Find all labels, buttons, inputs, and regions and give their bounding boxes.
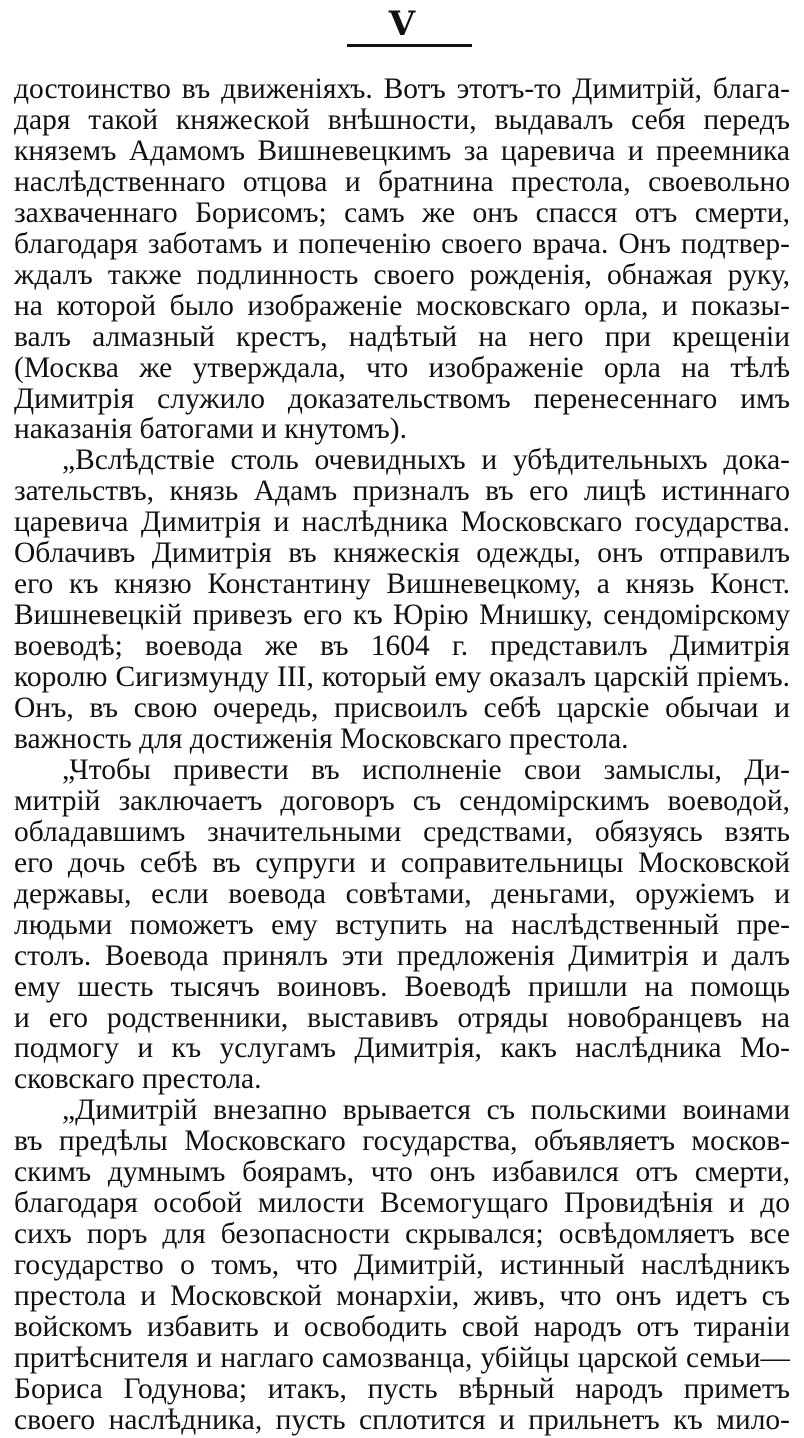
text-line: валъ алмазный крестъ, надѣтый на него при крещеніи	[14, 320, 790, 353]
text-line: войскомъ избавить и освободить свой народъ отъ тираніи	[14, 1311, 790, 1343]
text-line: достоинство въ движеніяхъ. Вотъ этотъ-то Димитрій, блага-	[14, 73, 790, 105]
text-line: ждалъ также подлинность своего рожденія, обнажая руку,	[14, 258, 790, 291]
text-line: Димитрія служило доказательствомъ перенесеннаго имъ	[14, 382, 790, 415]
text-line: людьми поможетъ ему вступить на наслѣдственный пре-	[14, 908, 790, 941]
text-line: обладавшимъ значительными средствами, обязуясь взять	[14, 815, 790, 848]
text-line: благодаря заботамъ и попеченію своего врача. Онъ подтвер-	[14, 227, 790, 260]
text-line: на которой было изображеніе московскаго орла, и показы-	[14, 289, 790, 322]
text-line: наказанія батогами и кнутомъ).	[14, 413, 407, 446]
text-line: державы, если воевода совѣтами, деньгами, оружіемъ и	[14, 877, 790, 910]
text-line: митрій заключаетъ договоръ съ сендомірскимъ воеводой,	[14, 784, 790, 817]
text-line: захваченнаго Борисомъ; самъ же онъ спасся отъ смерти,	[14, 196, 790, 229]
text-line: королю Сигизмунду III, который ему оказалъ царскій пріемъ.	[14, 661, 790, 693]
text-line: даря такой княжеской внѣшности, выдавалъ себя передъ	[14, 104, 790, 136]
text-line: важность для достиженія Московскаго престола.	[14, 722, 629, 755]
text-line: сихъ поръ для безопасности скрывался; освѣдомляетъ все	[14, 1218, 790, 1251]
text-line: притѣснителя и наглаго самозванца, убійцы царской семьи—	[14, 1342, 790, 1374]
text-line: Вишневецкій привезъ его къ Юрію Мнишку, сендомірскому	[14, 599, 790, 632]
text-line: „Димитрій внезапно врывается съ польскими воинами	[62, 1094, 790, 1127]
text-line: государство о томъ, что Димитрій, истинный наслѣдникъ	[14, 1249, 790, 1282]
text-line: столъ. Воевода принялъ эти предложенія Димитрія и далъ	[14, 939, 790, 972]
text-line: Облачивъ Димитрія въ княжескія одежды, онъ отправилъ	[14, 537, 790, 570]
header-rule	[347, 44, 472, 47]
text-line: воеводѣ; воевода же въ 1604 г. представилъ Димитрія	[14, 630, 790, 663]
text-line: своего наслѣдника, пусть сплотится и прильнетъ къ мило-	[14, 1403, 790, 1436]
text-line: „Чтобы привести въ исполненіе свои замыслы, Ди-	[62, 753, 790, 786]
text-line: „Вслѣдствіе столь очевидныхъ и убѣдительныхъ дока-	[62, 444, 790, 477]
page-number: V	[388, 4, 416, 44]
text-line: и его родственники, выставивъ отряды новобранцевъ на	[14, 1001, 790, 1034]
text-line: скимъ думнымъ боярамъ, что онъ избавился отъ смерти,	[14, 1156, 790, 1189]
text-line: княземъ Адамомъ Вишневецкимъ за царевича и преемника	[14, 134, 790, 167]
text-line: престола и Московской монархіи, живъ, что онъ идетъ съ	[14, 1280, 790, 1312]
text-line: зательствъ, князь Адамъ призналъ въ его лицѣ истиннаго	[14, 475, 790, 508]
text-line: сковскаго престола.	[14, 1063, 262, 1096]
text-line: (Москва же утверждала, что изображеніе орла на тѣлѣ	[14, 351, 790, 384]
text-line: его дочь себѣ въ супруги и соправительницы Московской	[14, 846, 790, 879]
text-line: наслѣдственнаго отцова и братнина престола, своевольно	[14, 165, 790, 198]
text-line: Онъ, въ свою очередь, присвоилъ себѣ царскіе обычаи и	[14, 692, 790, 724]
text-line: ему шесть тысячъ воиновъ. Воеводѣ пришли на помощь	[14, 970, 790, 1003]
text-line: подмогу и къ услугамъ Димитрія, какъ наслѣдника Мо-	[14, 1032, 790, 1065]
text-line: въ предѣлы Московскаго государства, объявляетъ москов-	[14, 1125, 790, 1158]
text-line: благодаря особой милости Всемогущаго Провидѣнія и до	[14, 1187, 790, 1220]
text-line: его къ князю Константину Вишневецкому, а князь Конст.	[14, 568, 790, 601]
document-page	[14, 0, 790, 1436]
text-line: царевича Димитрія и наслѣдника Московскаго государства.	[14, 506, 790, 539]
text-line: Бориса Годунова; итакъ, пусть вѣрный народъ приметъ	[14, 1372, 790, 1405]
